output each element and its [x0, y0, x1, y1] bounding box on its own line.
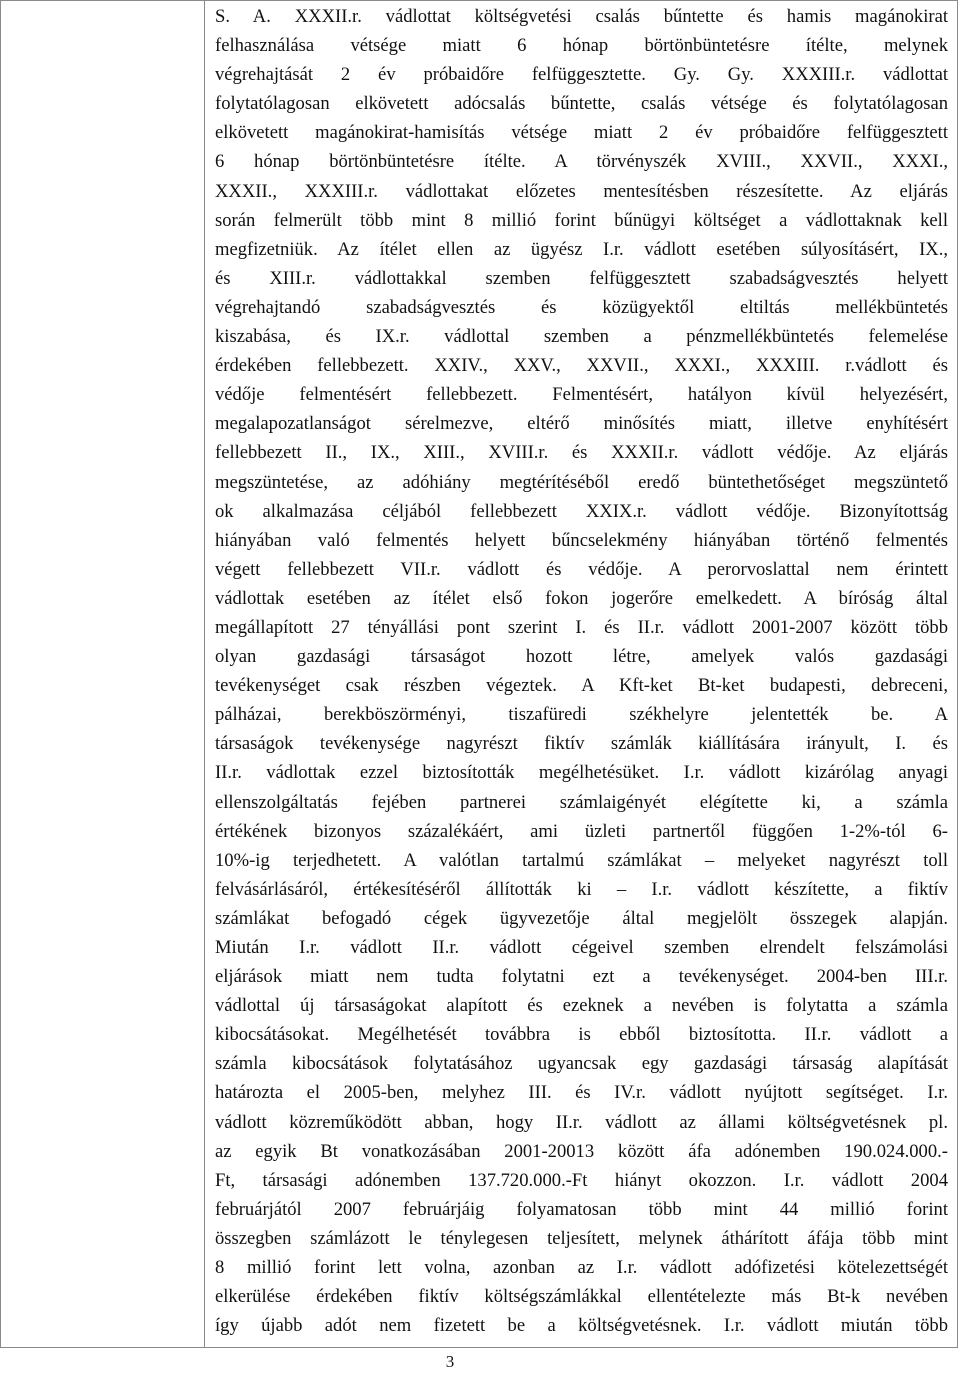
text-line: védője felmentésért fellebbezett. Felmentésért, hatályon kívül helyezésért,	[215, 384, 948, 406]
text-line: Ft, társasági adónemben 137.720.000.-Ft hiányt okozzon. I.r. vádlott 2004	[215, 1169, 948, 1191]
text-line: és XIII.r. vádlottakkal szemben felfüggesztett szabadságvesztés helyett	[215, 267, 948, 289]
text-line: megszüntetése, az adóhiány megtérítéséből eredő büntethetőséget megszüntető	[215, 471, 948, 493]
text-line: felhasználása vétsége miatt 6 hónap börtönbüntetésre ítélte, melynek	[215, 35, 948, 57]
text-line: számlákat befogadó cégek ügyvezetője által megjelölt összegek alapján.	[215, 907, 948, 929]
text-line: 10%-ig terjedhetett. A valótlan tartalmú számlákat – melyeket nagyrészt toll	[215, 849, 948, 871]
text-line: értékének bizonyos százalékáért, ami üzleti partnertől függően 1-2%-tól 6-	[215, 820, 948, 842]
page-number: 3	[445, 1352, 455, 1371]
text-line: februárjától 2007 februárjáig folyamatosan több mint 44 millió forint	[215, 1198, 948, 1220]
text-line: tevékenységet csak részben végeztek. A Kft-ket Bt-ket budapesti, debreceni,	[215, 675, 948, 697]
text-line: az egyik Bt vonatkozásában 2001-20013 között áfa adónemben 190.024.000.-	[215, 1140, 948, 1162]
text-line: számla kibocsátások folytatásához ugyancsak egy gazdasági társaság alapítását	[215, 1053, 948, 1075]
text-line: felvásárlásáról, értékesítéséről állították ki – I.r. vádlott készítette, a fiktív	[215, 878, 948, 900]
text-line: ok alkalmazása céljából fellebbezett XXIX.r. vádlott védője. Bizonyítottság	[215, 500, 948, 522]
text-line: 6 hónap börtönbüntetésre ítélte. A törvényszék XVIII., XXVII., XXXI.,	[215, 151, 948, 173]
text-line: megfizetniük. Az ítélet ellen az ügyész I.r. vádlott esetében súlyosításért, IX.,	[215, 238, 948, 260]
text-line: végrehajtandó szabadságvesztés és közügyektől eltiltás mellékbüntetés	[215, 296, 948, 318]
left-margin-column	[0, 0, 205, 1348]
text-line: hiányában való felmentés helyett bűncselekmény hiányában történő felmentés	[215, 529, 948, 551]
text-line: II.r. vádlottak ezzel biztosították megélhetésüket. I.r. vádlott kizárólag anyagi	[215, 762, 948, 784]
text-line: során felmerült több mint 8 millió forint bűnügyi költséget a vádlottaknak kell	[215, 209, 948, 231]
text-line: megállapított 27 tényállási pont szerint I. és II.r. vádlott 2001-2007 között több	[215, 616, 948, 638]
text-line: ellenszolgáltatás fejében partnerei számlaigényét elégítette ki, a számla	[215, 791, 948, 813]
text-line: határozta el 2005-ben, melyhez III. és IV.r. vádlott nyújtott segítséget. I.r.	[215, 1082, 948, 1104]
text-line: Miután I.r. vádlott II.r. vádlott cégeivel szemben elrendelt felszámolási	[215, 937, 948, 958]
text-line: pálházai, berekböszörményi, tiszafüredi székhelyre jelentették be. A	[215, 704, 948, 726]
text-line: így újabb adót nem fizetett be a költségvetésnek. I.r. vádlott miután több	[215, 1315, 948, 1337]
text-line: olyan gazdasági társaságot hozott létre, amelyek valós gazdasági	[215, 646, 948, 668]
text-line: vádlottal új társaságokat alapított és ezeknek a nevében is folytatta a számla	[215, 995, 948, 1017]
text-line: kiszabása, és IX.r. vádlottal szemben a pénzmellékbüntetés felemelése	[215, 326, 948, 348]
text-line: elkövetett magánokirat-hamisítás vétsége miatt 2 év próbaidőre felfüggesztett	[215, 122, 948, 144]
text-line: társaságok tevékenysége nagyrészt fiktív számlák kiállítására irányult, I. és	[215, 733, 948, 755]
text-line: folytatólagosan elkövetett adócsalás bűntette, csalás vétsége és folytatólagosan	[215, 93, 948, 115]
text-line: vádlottak esetében az ítélet első fokon jogerőre emelkedett. A bíróság által	[215, 587, 948, 609]
text-line: elkerülése érdekében fiktív költségszámlákkal ellentételezte más Bt-k nevében	[215, 1286, 948, 1308]
text-line: végrehajtását 2 év próbaidőre felfüggesztette. Gy. Gy. XXXIII.r. vádlottat	[215, 64, 948, 86]
document-body	[215, 2, 948, 1340]
text-line: végett fellebbezett VII.r. vádlott és védője. A perorvoslattal nem érintett	[215, 558, 948, 580]
text-line: fellebbezett II., IX., XIII., XVIII.r. és XXXII.r. vádlott védője. Az eljárás	[215, 442, 948, 464]
text-line: megalapozatlanságot sérelmezve, eltérő minősítés miatt, illetve enyhítésért	[215, 413, 948, 435]
text-line: összegben számlázott le ténylegesen teljesített, melynek áthárított áfája több mint	[215, 1227, 948, 1249]
text-line: eljárások miatt nem tudta folytatni ezt a tevékenységet. 2004-ben III.r.	[215, 966, 948, 988]
text-line: 8 millió forint lett volna, azonban az I.r. vádlott adófizetési kötelezettségét	[215, 1257, 948, 1279]
text-line: vádlott közreműködött abban, hogy II.r. vádlott az állami költségvetésnek pl.	[215, 1111, 948, 1133]
text-line: érdekében fellebbezett. XXIV., XXV., XXVII., XXXI., XXXIII. r.vádlott és	[215, 355, 948, 377]
text-line: XXXII., XXXIII.r. vádlottakat előzetes mentesítésben részesítette. Az eljárás	[215, 180, 948, 202]
text-line: S. A. XXXII.r. vádlottat költségvetési csalás bűntette és hamis magánokirat	[215, 6, 948, 27]
text-line: kibocsátásokat. Megélhetését továbbra is ebből biztosította. II.r. vádlott a	[215, 1024, 948, 1046]
